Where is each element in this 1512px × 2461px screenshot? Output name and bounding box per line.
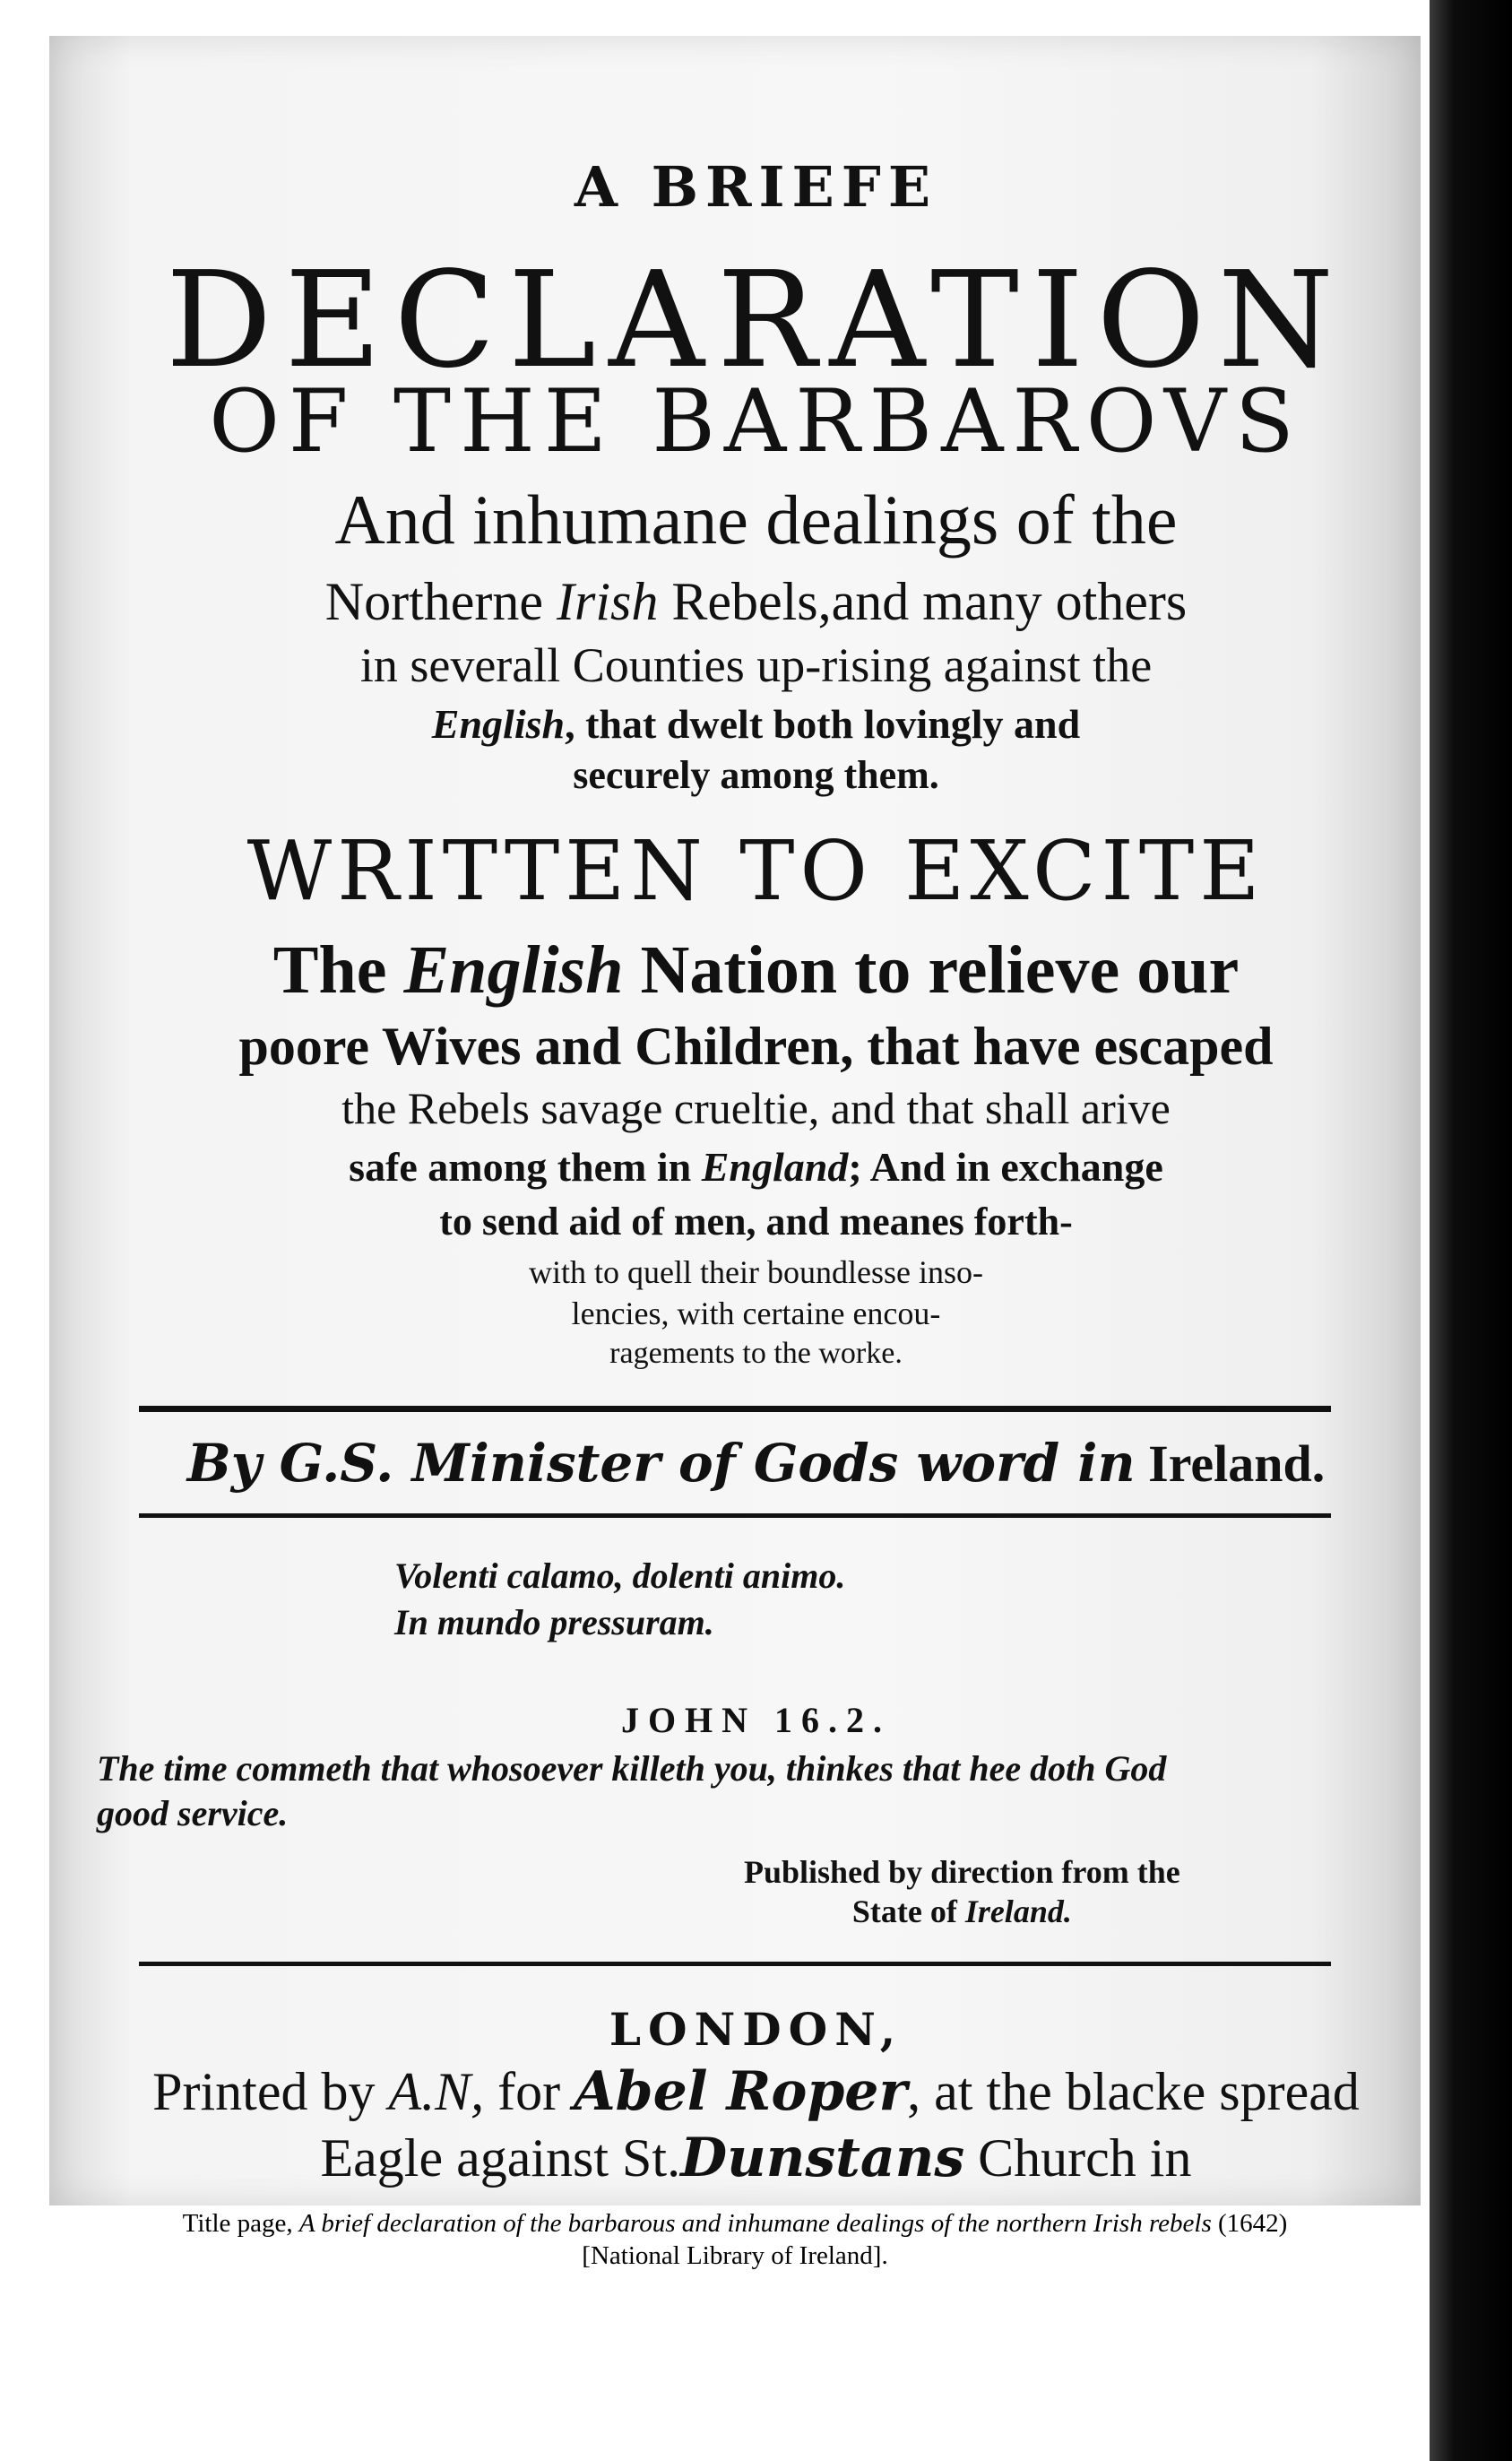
text-segment: , that dwelt both lovingly and — [565, 701, 1081, 747]
title-line-wives: poore Wives and Children, that have escaped — [238, 1017, 1274, 1076]
caption-segment-italic: A brief declaration of the barbarous and inhumane dealings of the northern Irish rebels — [298, 2209, 1212, 2238]
motto-line: In mundo pressuram. — [394, 1602, 714, 1642]
text-segment: The — [272, 932, 404, 1008]
caption-segment: (1642) — [1211, 2209, 1288, 2238]
motto-block — [394, 1553, 845, 1646]
text-segment-italic: By G.S. Minister of Gods word in — [186, 1433, 1136, 1494]
text-segment-italic: Abel Roper — [574, 2060, 908, 2123]
author-line — [0, 1434, 1512, 1493]
title-line-english-nation — [0, 932, 1512, 1008]
verse-line: The time commeth that whosoever killeth you, thinkes that hee doth God — [97, 1748, 1167, 1789]
title-line-declaration: DECLARATION — [165, 243, 1347, 397]
text-segment: Church in — [964, 2128, 1192, 2188]
verse-block — [97, 1746, 1369, 1836]
text-segment: Nation to relieve our — [623, 932, 1240, 1008]
text-segment-italic: English — [403, 932, 624, 1008]
text-segment: Printed by — [152, 2062, 389, 2121]
caption-source: [National Library of Ireland]. — [582, 2241, 888, 2270]
text-segment: , at the blacke spread — [907, 2062, 1360, 2121]
figure-caption — [36, 2207, 1434, 2272]
caption-segment: Title page, — [182, 2209, 299, 2238]
title-line-inhumane: And inhumane dealings of the — [334, 481, 1178, 559]
title-line-securely: securely among them. — [573, 753, 939, 797]
imprint-london: LONDON, — [609, 2003, 903, 2056]
imprint-eagle — [0, 2128, 1512, 2188]
text-segment: Eagle against St. — [320, 2128, 681, 2188]
title-line-english-dwelt — [0, 701, 1512, 748]
text-segment-italic: England — [701, 1144, 849, 1190]
verse-reference: JOHN 16.2. — [620, 1700, 892, 1740]
text-segment-italic: A.N, — [388, 2062, 485, 2121]
title-line-crueltie: the Rebels savage crueltie, and that shall arive — [341, 1083, 1171, 1133]
title-line-send-aid: to send aid of men, and meanes forth- — [439, 1200, 1073, 1243]
text-segment-italic: Ireland. — [964, 1893, 1072, 1929]
title-line-barbarovs: OF THE BARBAROVS — [209, 371, 1303, 472]
verse-line: good service. — [97, 1793, 289, 1833]
text-segment-italic: English — [431, 701, 566, 747]
title-line-written: WRITTEN TO EXCITE — [246, 823, 1266, 919]
title-line-quell: with to quell their boundlesse inso- — [529, 1254, 983, 1290]
text-segment: safe among them in — [349, 1144, 702, 1190]
published-line: Published by direction from the — [744, 1854, 1180, 1890]
imprint-rule — [139, 1962, 1331, 1966]
imprint-printed-by — [0, 2062, 1512, 2121]
text-segment-italic: Irish — [557, 572, 659, 631]
text-segment: ; And in exchange — [848, 1144, 1163, 1190]
title-line-counties: in severall Counties up-rising against the — [359, 638, 1153, 692]
title-line-worke: ragements to the worke. — [609, 1337, 903, 1370]
title-line-lencies: lencies, with certaine encou- — [571, 1295, 941, 1331]
lower-rule — [139, 1513, 1331, 1518]
text-segment: for — [484, 2062, 575, 2121]
text-segment: Northerne — [324, 572, 557, 631]
title-line-england — [0, 1144, 1512, 1191]
text-segment: Rebels,and many others — [658, 572, 1188, 631]
text-segment-italic: Dunstans — [680, 2127, 965, 2189]
upper-rule — [139, 1406, 1331, 1412]
title-line-a-briefe: A BRIEFE — [574, 154, 938, 220]
motto-line: Volenti calamo, dolenti animo. — [394, 1555, 846, 1596]
published-note — [744, 1852, 1180, 1931]
title-line-northerne — [0, 572, 1512, 631]
text-segment: State of — [851, 1893, 965, 1929]
text-segment: Ireland. — [1135, 1434, 1326, 1493]
